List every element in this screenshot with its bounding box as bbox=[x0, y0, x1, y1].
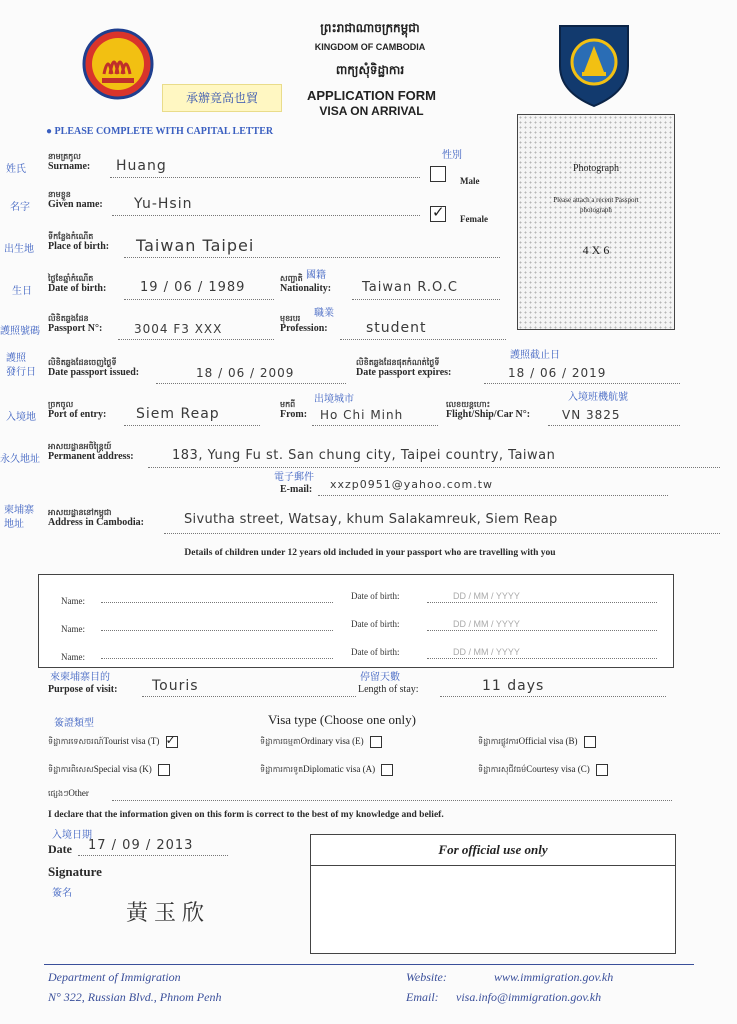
visa-option-other: ផ្សេងៗOther bbox=[48, 788, 89, 798]
visa-option-official[interactable]: ទិដ្ឋាការផ្លូវការOfficial visa (B) bbox=[478, 736, 688, 748]
pob-label: ទីកន្លែងកំណើត Place of birth: bbox=[48, 232, 110, 252]
footer-email-label: Email: bbox=[406, 990, 439, 1004]
form-title: APPLICATION FORM bbox=[306, 88, 437, 103]
issued-label: លិខិតឆ្លងដែនចេញថ្ងៃទី Date passport issued: bbox=[48, 358, 140, 378]
flight-value[interactable]: VN 3825 bbox=[562, 408, 621, 422]
date-label: Date bbox=[48, 842, 72, 856]
given-value[interactable]: Yu-Hsin bbox=[134, 196, 193, 212]
passport-note: 護照號碼 bbox=[0, 326, 40, 337]
port-note: 入境地 bbox=[6, 412, 36, 423]
flight-label: លេខយន្តហោះ Flight/Ship/Car N°: bbox=[446, 400, 531, 420]
cambodia-note: 柬埔寨地址 bbox=[4, 505, 34, 530]
issued-value[interactable]: 18 / 06 / 2009 bbox=[196, 366, 295, 380]
email-label: E-mail: bbox=[280, 484, 313, 495]
other-field[interactable] bbox=[112, 800, 672, 801]
dob-label: ថ្ងៃខែឆ្នាំកំណើត Date of birth: bbox=[48, 274, 107, 294]
child-row-2: Name: Date of birth: DD / MM / YYYY bbox=[61, 619, 661, 637]
header-kh-form: ពាក្យសុំទិដ្ឋាការ bbox=[335, 63, 405, 77]
visa-option-ordinary[interactable]: ទិដ្ឋាការធម្មតាOrdinary visa (E) bbox=[260, 736, 470, 748]
asean-logo bbox=[82, 28, 154, 100]
dob-note: 生日 bbox=[12, 286, 32, 297]
address-label: អាសយដ្ឋានអចិន្ត្រៃយ៍ Permanent address: bbox=[48, 442, 134, 462]
email-value[interactable]: xxzp0951@yahoo.com.tw bbox=[330, 478, 494, 491]
stay-note: 停留天數 bbox=[360, 672, 400, 683]
port-label: ច្រកចូល Port of entry: bbox=[48, 400, 107, 420]
port-value[interactable]: Siem Reap bbox=[136, 406, 220, 422]
footer-email[interactable]: visa.info@immigration.gov.kh bbox=[456, 990, 602, 1004]
profession-label: មុខរបរ Profession: bbox=[280, 314, 328, 334]
from-label: មកពី From: bbox=[280, 400, 308, 420]
female-checkbox[interactable] bbox=[430, 203, 446, 222]
stay-value[interactable]: 11 days bbox=[482, 678, 545, 694]
expires-note: 護照截止日 bbox=[510, 350, 560, 361]
courtesy-checkbox[interactable] bbox=[596, 764, 608, 776]
surname-label: នាមត្រកូល Surname: bbox=[48, 152, 91, 172]
photo-box bbox=[517, 114, 675, 330]
male-label: Male bbox=[460, 176, 480, 186]
official-use-label: For official use only bbox=[311, 835, 675, 866]
ordinary-checkbox[interactable] bbox=[370, 736, 382, 748]
nationality-label: សញ្ជាតិ Nationality: bbox=[280, 274, 332, 294]
header-stamp: 承辦竟高也貿 bbox=[162, 84, 282, 112]
photo-note: Please attach a recent Passport photograph bbox=[553, 196, 639, 214]
footer-website-label: Website: bbox=[406, 970, 447, 984]
header-kingdom: KINGDOM OF CAMBODIA bbox=[314, 42, 426, 52]
visa-option-courtesy[interactable]: ទិដ្ឋាការសុជីវធម៌Courtesy visa (C) bbox=[478, 764, 688, 776]
gender-note: 性別 bbox=[442, 150, 462, 161]
header-kh-kingdom: ព្រះរាជាណាចក្រកម្ពុជា bbox=[320, 21, 420, 35]
from-note: 出境城市 bbox=[314, 394, 354, 405]
date-value[interactable]: 17 / 09 / 2013 bbox=[88, 838, 194, 853]
passport-label: លិខិតឆ្លងដែន Passport N°: bbox=[48, 314, 103, 334]
footer-address: N° 322, Russian Blvd., Phnom Penh bbox=[48, 990, 222, 1004]
visa-option-diplomatic[interactable]: ទិដ្ឋាការការទូតDiplomatic visa (A) bbox=[260, 764, 470, 776]
form-subtitle: VISA ON ARRIVAL bbox=[319, 104, 424, 118]
profession-note: 職業 bbox=[314, 308, 334, 319]
passport-value[interactable]: 3004 F3 XXX bbox=[134, 322, 223, 336]
footer-dept: Department of Immigration bbox=[48, 970, 181, 984]
declaration-text: I declare that the information given on this form is correct to the best of my knowledge and belief. bbox=[48, 810, 444, 820]
female-check-mark: ✓ bbox=[432, 203, 445, 221]
visa-option-tourist[interactable]: ទិដ្ឋាការទេសចរណ៍Tourist visa (T) ✓ bbox=[48, 733, 176, 747]
issued-note: 護照 發行日 bbox=[6, 353, 36, 378]
nationality-value[interactable]: Taiwan R.O.C bbox=[362, 280, 458, 295]
purpose-note: 來柬埔寨目的 bbox=[50, 672, 110, 683]
special-checkbox[interactable] bbox=[158, 764, 170, 776]
dob-value[interactable]: 19 / 06 / 1989 bbox=[140, 280, 246, 295]
official-checkbox[interactable] bbox=[584, 736, 596, 748]
stay-label: Length of stay: bbox=[358, 684, 419, 695]
instruction-text: ● PLEASE COMPLETE WITH CAPITAL LETTER bbox=[46, 126, 274, 137]
surname-note: 姓氏 bbox=[6, 164, 26, 175]
tourist-checkbox[interactable] bbox=[165, 733, 178, 748]
given-label: នាមខ្លួន Given name: bbox=[48, 190, 103, 210]
photo-label: Photograph bbox=[572, 163, 620, 174]
pob-value[interactable]: Taiwan Taipei bbox=[136, 236, 255, 255]
given-note: 名字 bbox=[10, 202, 30, 213]
signature-value[interactable]: 黃玉欣 bbox=[126, 901, 211, 926]
signature-label: Signature bbox=[48, 864, 102, 879]
from-value[interactable]: Ho Chi Minh bbox=[320, 408, 404, 422]
immigration-badge bbox=[556, 20, 632, 108]
visa-heading: Visa type (Choose one only) bbox=[268, 712, 416, 727]
surname-value[interactable]: Huang bbox=[116, 158, 167, 174]
children-heading: Details of children under 12 years old included in your passport who are travelling with you bbox=[184, 548, 556, 558]
male-checkbox[interactable] bbox=[430, 166, 446, 182]
address-note: 永久地址 bbox=[0, 454, 40, 465]
footer-website[interactable]: www.immigration.gov.kh bbox=[494, 970, 614, 984]
nationality-note: 國籍 bbox=[306, 270, 326, 281]
tourist-check-mark: ✓ bbox=[165, 733, 176, 747]
purpose-label: Purpose of visit: bbox=[48, 684, 118, 695]
visa-option-special[interactable]: ទិដ្ឋាការពិសេសSpecial visa (K) bbox=[48, 764, 258, 776]
address-value[interactable]: 183, Yung Fu st. San chung city, Taipei country, Taiwan bbox=[172, 448, 556, 463]
purpose-value[interactable]: Touris bbox=[152, 678, 199, 694]
cambodia-label: អាសយដ្ឋាននៅកម្ពុជា Address in Cambodia: bbox=[48, 508, 144, 528]
official-use-box bbox=[310, 834, 676, 954]
child-row-1: Name: Date of birth: DD / MM / YYYY bbox=[61, 591, 661, 609]
visa-note: 簽證類型 bbox=[54, 718, 94, 729]
diplomatic-checkbox[interactable] bbox=[381, 764, 393, 776]
cambodia-value[interactable]: Sivutha street, Watsay, khum Salakamreuk, Siem Reap bbox=[184, 512, 558, 527]
flight-note: 入境班機航號 bbox=[568, 392, 628, 403]
profession-value[interactable]: student bbox=[366, 320, 427, 336]
photo-size: 4 X 6 bbox=[582, 243, 610, 257]
female-label: Female bbox=[460, 214, 488, 224]
children-table bbox=[38, 574, 674, 668]
expires-value[interactable]: 18 / 06 / 2019 bbox=[508, 366, 607, 380]
pob-note: 出生地 bbox=[4, 244, 34, 255]
signature-note: 簽名 bbox=[52, 888, 72, 899]
expires-label: លិខិតឆ្លងដែនផុតកំណត់ថ្ងៃទី Date passport expires: bbox=[356, 358, 452, 378]
email-note: 電子郵件 bbox=[274, 472, 314, 483]
date-note: 入境日期 bbox=[52, 830, 92, 841]
child-row-3: Name: Date of birth: DD / MM / YYYY bbox=[61, 647, 661, 665]
